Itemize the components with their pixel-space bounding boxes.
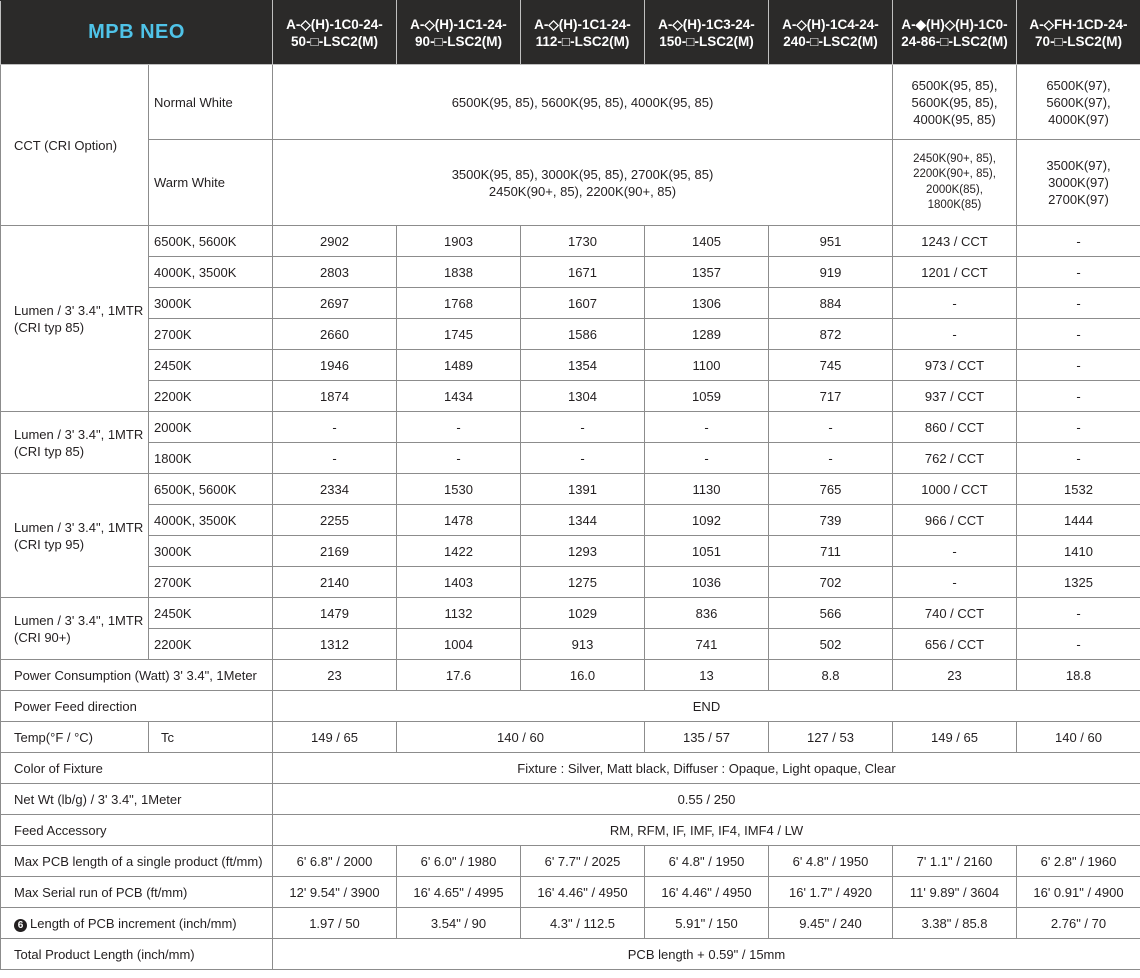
lumen-value-cell: - bbox=[1017, 226, 1140, 257]
pcb-increment-value: 3.38" / 85.8 bbox=[893, 908, 1017, 939]
lumen-value-cell: 966 / CCT bbox=[893, 505, 1017, 536]
warm-white-label: Warm White bbox=[149, 140, 273, 226]
cct-cell: 6500K, 5600K bbox=[149, 474, 273, 505]
lumen-value-cell: 1479 bbox=[273, 598, 397, 629]
lumen-value-cell: 1478 bbox=[397, 505, 521, 536]
table-row bbox=[1, 412, 1140, 443]
pcb-increment-label: Length of PCB increment (inch/mm) bbox=[30, 915, 237, 931]
lumen-value-cell: 1130 bbox=[645, 474, 769, 505]
power-consumption-value: 8.8 bbox=[769, 660, 893, 691]
table-row bbox=[1, 722, 1140, 753]
power-consumption-value: 17.6 bbox=[397, 660, 521, 691]
lumen-value-cell: 1092 bbox=[645, 505, 769, 536]
lumen-value-cell: 2902 bbox=[273, 226, 397, 257]
normal-white-label: Normal White bbox=[149, 65, 273, 140]
model-header: A-◇(H)-1C0-24-50-□-LSC2(M) bbox=[273, 1, 397, 65]
lumen-value-cell: 919 bbox=[769, 257, 893, 288]
pcb-increment-value: 2.76" / 70 bbox=[1017, 908, 1140, 939]
normal-white-col6: 6500K(95, 85), 5600K(95, 85), 4000K(95, 85) bbox=[893, 65, 1017, 140]
warm-white-value: 3500K(95, 85), 3000K(95, 85), 2700K(95, 85) 2450K(90+, 85), 2200K(90+, 85) bbox=[273, 140, 893, 226]
table-row bbox=[1, 567, 1140, 598]
lumen-value-cell: 1344 bbox=[521, 505, 645, 536]
lumen-value-cell: - bbox=[1017, 629, 1140, 660]
lumen-value-cell: 1434 bbox=[397, 381, 521, 412]
lumen-value-cell: - bbox=[893, 319, 1017, 350]
warm-white-col7: 3500K(97), 3000K(97) 2700K(97) bbox=[1017, 140, 1140, 226]
table-row bbox=[1, 226, 1140, 257]
temp-value: 140 / 60 bbox=[1017, 722, 1140, 753]
cct-cell: 3000K bbox=[149, 288, 273, 319]
max-pcb-length-value: 6' 2.8" / 1960 bbox=[1017, 846, 1140, 877]
lumen-value-cell: - bbox=[893, 536, 1017, 567]
lumen-value-cell: 1201 / CCT bbox=[893, 257, 1017, 288]
lumen-value-cell: 717 bbox=[769, 381, 893, 412]
lumen-value-cell: 702 bbox=[769, 567, 893, 598]
warm-white-col6: 2450K(90+, 85), 2200K(90+, 85), 2000K(85), 1800K(85) bbox=[893, 140, 1017, 226]
lumen-value-cell: 884 bbox=[769, 288, 893, 319]
lumen-value-cell: 1059 bbox=[645, 381, 769, 412]
model-header: A-◇(H)-1C4-24-240-□-LSC2(M) bbox=[769, 1, 893, 65]
normal-white-value: 6500K(95, 85), 5600K(95, 85), 4000K(95, 85) bbox=[273, 65, 893, 140]
max-pcb-length-value: 6' 4.8" / 1950 bbox=[769, 846, 893, 877]
cct-cell: 2200K bbox=[149, 629, 273, 660]
pcb-increment-value: 9.45" / 240 bbox=[769, 908, 893, 939]
lumen-value-cell: 1357 bbox=[645, 257, 769, 288]
lumen-value-cell: 1312 bbox=[273, 629, 397, 660]
lumen-value-cell: 1586 bbox=[521, 319, 645, 350]
lumen-value-cell: 951 bbox=[769, 226, 893, 257]
table-row bbox=[1, 257, 1140, 288]
lumen-value-cell: 1391 bbox=[521, 474, 645, 505]
temp-label: Temp(°F / °C) bbox=[1, 722, 149, 753]
lumen-value-cell: 502 bbox=[769, 629, 893, 660]
table-row bbox=[1, 65, 1140, 140]
lumen-value-cell: 745 bbox=[769, 350, 893, 381]
lumen-value-cell: 1051 bbox=[645, 536, 769, 567]
lumen-value-cell: - bbox=[1017, 598, 1140, 629]
lumen-value-cell: - bbox=[1017, 381, 1140, 412]
temp-value: 127 / 53 bbox=[769, 722, 893, 753]
lumen-value-cell: 1874 bbox=[273, 381, 397, 412]
lumen-value-cell: 1354 bbox=[521, 350, 645, 381]
lumen-value-cell: 1607 bbox=[521, 288, 645, 319]
lumen-value-cell: 1532 bbox=[1017, 474, 1140, 505]
max-pcb-length-value: 7' 1.1" / 2160 bbox=[893, 846, 1017, 877]
lumen-value-cell: 1489 bbox=[397, 350, 521, 381]
table-row bbox=[1, 877, 1140, 908]
lumen-value-cell: 711 bbox=[769, 536, 893, 567]
max-serial-run-value: 16' 0.91" / 4900 bbox=[1017, 877, 1140, 908]
lumen-value-cell: 762 / CCT bbox=[893, 443, 1017, 474]
lumen-value-cell: 740 / CCT bbox=[893, 598, 1017, 629]
power-feed-direction-value: END bbox=[273, 691, 1140, 722]
lumen-value-cell: 1029 bbox=[521, 598, 645, 629]
lumen-value-cell: 913 bbox=[521, 629, 645, 660]
lumen-value-cell: 1243 / CCT bbox=[893, 226, 1017, 257]
max-pcb-length-value: 6' 4.8" / 1950 bbox=[645, 846, 769, 877]
brand-title: MPB NEO bbox=[1, 1, 273, 65]
cct-cell: 1800K bbox=[149, 443, 273, 474]
max-pcb-length-value: 6' 6.8" / 2000 bbox=[273, 846, 397, 877]
cct-cell: 4000K, 3500K bbox=[149, 257, 273, 288]
power-consumption-value: 18.8 bbox=[1017, 660, 1140, 691]
max-serial-run-value: 16' 4.65" / 4995 bbox=[397, 877, 521, 908]
table-row bbox=[1, 288, 1140, 319]
lumen-value-cell: - bbox=[893, 567, 1017, 598]
cct-cell: 2200K bbox=[149, 381, 273, 412]
max-serial-run-value: 11' 9.89" / 3604 bbox=[893, 877, 1017, 908]
lumen-value-cell: 1275 bbox=[521, 567, 645, 598]
power-consumption-value: 13 bbox=[645, 660, 769, 691]
lumen-value-cell: 1671 bbox=[521, 257, 645, 288]
lumen-value-cell: 973 / CCT bbox=[893, 350, 1017, 381]
color-of-fixture-label: Color of Fixture bbox=[1, 753, 273, 784]
lumen-value-cell: - bbox=[893, 288, 1017, 319]
model-header: A-◇(H)-1C1-24-112-□-LSC2(M) bbox=[521, 1, 645, 65]
table-row bbox=[1, 939, 1140, 970]
lumen-value-cell: 1403 bbox=[397, 567, 521, 598]
lumen-value-cell: 1000 / CCT bbox=[893, 474, 1017, 505]
lumen-value-cell: - bbox=[769, 443, 893, 474]
lumen-value-cell: 2660 bbox=[273, 319, 397, 350]
max-serial-run-label: Max Serial run of PCB (ft/mm) bbox=[1, 877, 273, 908]
lumen-value-cell: 872 bbox=[769, 319, 893, 350]
normal-white-col7: 6500K(97), 5600K(97), 4000K(97) bbox=[1017, 65, 1140, 140]
temp-value: 140 / 60 bbox=[397, 722, 645, 753]
lumen-value-cell: 1745 bbox=[397, 319, 521, 350]
pcb-increment-value: 1.97 / 50 bbox=[273, 908, 397, 939]
table-body bbox=[1, 65, 1140, 970]
power-consumption-value: 16.0 bbox=[521, 660, 645, 691]
table-row bbox=[1, 784, 1140, 815]
lumen-value-cell: 1730 bbox=[521, 226, 645, 257]
lumen-value-cell: - bbox=[769, 412, 893, 443]
lumen-value-cell: - bbox=[645, 443, 769, 474]
table-row bbox=[1, 660, 1140, 691]
lumen-value-cell: 1004 bbox=[397, 629, 521, 660]
power-feed-direction-label: Power Feed direction bbox=[1, 691, 273, 722]
lumen-value-cell: 765 bbox=[769, 474, 893, 505]
power-consumption-value: 23 bbox=[273, 660, 397, 691]
lumen-value-cell: 2803 bbox=[273, 257, 397, 288]
cct-cell: 6500K, 5600K bbox=[149, 226, 273, 257]
lumen-value-cell: 1444 bbox=[1017, 505, 1140, 536]
lumen-value-cell: 656 / CCT bbox=[893, 629, 1017, 660]
table-row bbox=[1, 536, 1140, 567]
temp-value: 149 / 65 bbox=[893, 722, 1017, 753]
table-row bbox=[1, 443, 1140, 474]
table-row bbox=[1, 505, 1140, 536]
lumen-value-cell: 1100 bbox=[645, 350, 769, 381]
lumen-value-cell: 1304 bbox=[521, 381, 645, 412]
table-row bbox=[1, 691, 1140, 722]
temp-value: 149 / 65 bbox=[273, 722, 397, 753]
table-row bbox=[1, 350, 1140, 381]
lumen-value-cell: 739 bbox=[769, 505, 893, 536]
lumen-value-cell: 1325 bbox=[1017, 567, 1140, 598]
power-consumption-label: Power Consumption (Watt) 3' 3.4", 1Meter bbox=[1, 660, 273, 691]
table-row bbox=[1, 908, 1140, 939]
lumen-value-cell: 836 bbox=[645, 598, 769, 629]
net-weight-value: 0.55 / 250 bbox=[273, 784, 1140, 815]
pcb-increment-label-cell bbox=[1, 908, 273, 939]
lumen-value-cell: - bbox=[645, 412, 769, 443]
lumen-value-cell: 1946 bbox=[273, 350, 397, 381]
footnote-badge-icon: 6 bbox=[14, 919, 27, 932]
max-serial-run-value: 12' 9.54" / 3900 bbox=[273, 877, 397, 908]
model-header: A-◆(H)◇(H)-1C0-24-86-□-LSC2(M) bbox=[893, 1, 1017, 65]
lumen-group-label: Lumen / 3' 3.4", 1MTR (CRI typ 95) bbox=[1, 474, 149, 598]
table-row bbox=[1, 753, 1140, 784]
table-row bbox=[1, 629, 1140, 660]
lumen-group-label: Lumen / 3' 3.4", 1MTR (CRI 90+) bbox=[1, 598, 149, 660]
model-header: A-◇FH-1CD-24-70-□-LSC2(M) bbox=[1017, 1, 1140, 65]
max-serial-run-value: 16' 4.46" / 4950 bbox=[521, 877, 645, 908]
lumen-value-cell: - bbox=[1017, 257, 1140, 288]
lumen-value-cell: - bbox=[521, 412, 645, 443]
model-header: A-◇(H)-1C1-24-90-□-LSC2(M) bbox=[397, 1, 521, 65]
pcb-increment-value: 4.3" / 112.5 bbox=[521, 908, 645, 939]
cct-cell: 2700K bbox=[149, 567, 273, 598]
power-consumption-value: 23 bbox=[893, 660, 1017, 691]
lumen-value-cell: - bbox=[521, 443, 645, 474]
lumen-value-cell: 860 / CCT bbox=[893, 412, 1017, 443]
feed-accessory-value: RM, RFM, IF, IMF, IF4, IMF4 / LW bbox=[273, 815, 1140, 846]
lumen-value-cell: 1405 bbox=[645, 226, 769, 257]
max-pcb-length-value: 6' 6.0" / 1980 bbox=[397, 846, 521, 877]
lumen-value-cell: 2255 bbox=[273, 505, 397, 536]
lumen-value-cell: - bbox=[273, 412, 397, 443]
table-header bbox=[1, 1, 1140, 65]
max-serial-run-value: 16' 1.7" / 4920 bbox=[769, 877, 893, 908]
lumen-value-cell: 2140 bbox=[273, 567, 397, 598]
lumen-value-cell: - bbox=[397, 443, 521, 474]
table-row bbox=[1, 474, 1140, 505]
total-product-length-label: Total Product Length (inch/mm) bbox=[1, 939, 273, 970]
lumen-value-cell: - bbox=[1017, 288, 1140, 319]
cct-cell: 2700K bbox=[149, 319, 273, 350]
lumen-value-cell: - bbox=[1017, 350, 1140, 381]
lumen-value-cell: 1530 bbox=[397, 474, 521, 505]
table-row bbox=[1, 381, 1140, 412]
lumen-value-cell: - bbox=[1017, 443, 1140, 474]
lumen-value-cell: - bbox=[397, 412, 521, 443]
pcb-increment-value: 3.54" / 90 bbox=[397, 908, 521, 939]
temp-sub-label: Tc bbox=[149, 722, 273, 753]
lumen-value-cell: 1293 bbox=[521, 536, 645, 567]
cct-cell: 2450K bbox=[149, 598, 273, 629]
cct-label: CCT (CRI Option) bbox=[1, 65, 149, 226]
net-weight-label: Net Wt (lb/g) / 3' 3.4", 1Meter bbox=[1, 784, 273, 815]
cct-cell: 3000K bbox=[149, 536, 273, 567]
model-header: A-◇(H)-1C3-24-150-□-LSC2(M) bbox=[645, 1, 769, 65]
max-pcb-length-value: 6' 7.7" / 2025 bbox=[521, 846, 645, 877]
cct-cell: 2000K bbox=[149, 412, 273, 443]
lumen-value-cell: 1132 bbox=[397, 598, 521, 629]
lumen-value-cell: 1306 bbox=[645, 288, 769, 319]
lumen-group-label: Lumen / 3' 3.4", 1MTR (CRI typ 85) bbox=[1, 226, 149, 412]
lumen-value-cell: 1838 bbox=[397, 257, 521, 288]
lumen-value-cell: 1036 bbox=[645, 567, 769, 598]
lumen-value-cell: 566 bbox=[769, 598, 893, 629]
lumen-value-cell: 2697 bbox=[273, 288, 397, 319]
feed-accessory-label: Feed Accessory bbox=[1, 815, 273, 846]
lumen-group-label: Lumen / 3' 3.4", 1MTR (CRI typ 85) bbox=[1, 412, 149, 474]
table-row bbox=[1, 319, 1140, 350]
lumen-value-cell: 741 bbox=[645, 629, 769, 660]
cct-cell: 2450K bbox=[149, 350, 273, 381]
lumen-value-cell: 2334 bbox=[273, 474, 397, 505]
lumen-value-cell: 2169 bbox=[273, 536, 397, 567]
cct-cell: 4000K, 3500K bbox=[149, 505, 273, 536]
lumen-value-cell: 1903 bbox=[397, 226, 521, 257]
lumen-value-cell: - bbox=[1017, 412, 1140, 443]
table-row bbox=[1, 846, 1140, 877]
lumen-value-cell: - bbox=[1017, 319, 1140, 350]
max-serial-run-value: 16' 4.46" / 4950 bbox=[645, 877, 769, 908]
lumen-value-cell: - bbox=[273, 443, 397, 474]
pcb-increment-value: 5.91" / 150 bbox=[645, 908, 769, 939]
lumen-value-cell: 1422 bbox=[397, 536, 521, 567]
lumen-value-cell: 1768 bbox=[397, 288, 521, 319]
temp-value: 135 / 57 bbox=[645, 722, 769, 753]
total-product-length-value: PCB length + 0.59" / 15mm bbox=[273, 939, 1140, 970]
lumen-value-cell: 1289 bbox=[645, 319, 769, 350]
table-row bbox=[1, 598, 1140, 629]
table-row bbox=[1, 140, 1140, 226]
lumen-value-cell: 1410 bbox=[1017, 536, 1140, 567]
lumen-value-cell: 937 / CCT bbox=[893, 381, 1017, 412]
color-of-fixture-value: Fixture : Silver, Matt black, Diffuser : Opaque, Light opaque, Clear bbox=[273, 753, 1140, 784]
table-row bbox=[1, 815, 1140, 846]
max-pcb-length-label: Max PCB length of a single product (ft/mm) bbox=[1, 846, 273, 877]
